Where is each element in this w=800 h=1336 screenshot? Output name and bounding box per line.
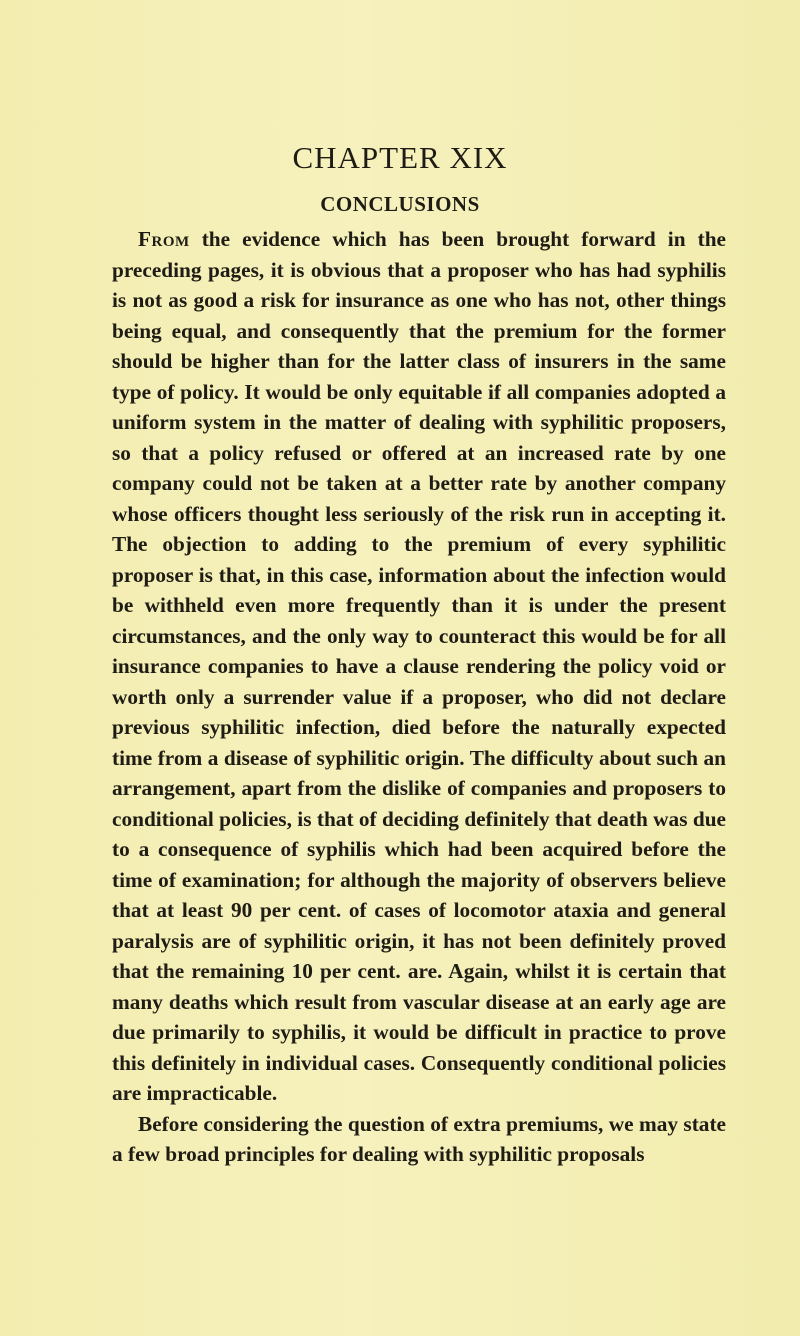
paragraph-lead-word: From	[138, 227, 190, 251]
body-text	[112, 224, 726, 1170]
chapter-heading: CHAPTER XIX	[292, 140, 508, 175]
paragraph-1	[112, 224, 726, 1109]
paragraph-2: Before considering the question of extra premiums, we may state a few broad principles for dealing with syphilitic proposals	[112, 1111, 726, 1166]
section-heading: CONCLUSIONS	[320, 192, 480, 216]
paragraph-1-text: the evidence which has been brought forward in the preceding pages, it is obvious that a proposer who has had syphilis is not as good a risk for insurance as one who has not, other things being equal, and consequently that the premium for the former should be higher than for the latter class of insurers in the same type of policy. It would be only equitable if all companies adopted a uniform system in the matter of dealing with syphilitic proposers, so that a policy refused or offered at an increased rate by one company could not be taken at a better rate by another company whose officers thought less seriously of the risk run in accepting it. The objection to adding to the premium of every syphilitic proposer is that, in this case, information about the infection would be withheld even more frequently than it is under the present circumstances, and the only way to counteract this would be for all insurance companies to have a clause rendering the policy void or worth only a surrender value if a proposer, who did not declare previous syphilitic infection, died before the naturally expected time from a disease of syphilitic origin. The difficulty about such an arrangement, apart from the dislike of companies and proposers to conditional policies, is that of deciding definitely that death was due to a consequence of syphilis which had been acquired before the time of examination; for although the majority of observers believe that at least 90 per cent. of cases of locomotor ataxia and general paralysis are of syphilitic origin, it has not been definitely proved that the remaining 10 per cent. are. Again, whilst it is certain that many deaths which result from vascular disease at an early age are due primarily to syphilis, it would be difficult in practice to prove this definitely in individual cases. Consequently conditional policies are impracticable.	[112, 227, 726, 1105]
